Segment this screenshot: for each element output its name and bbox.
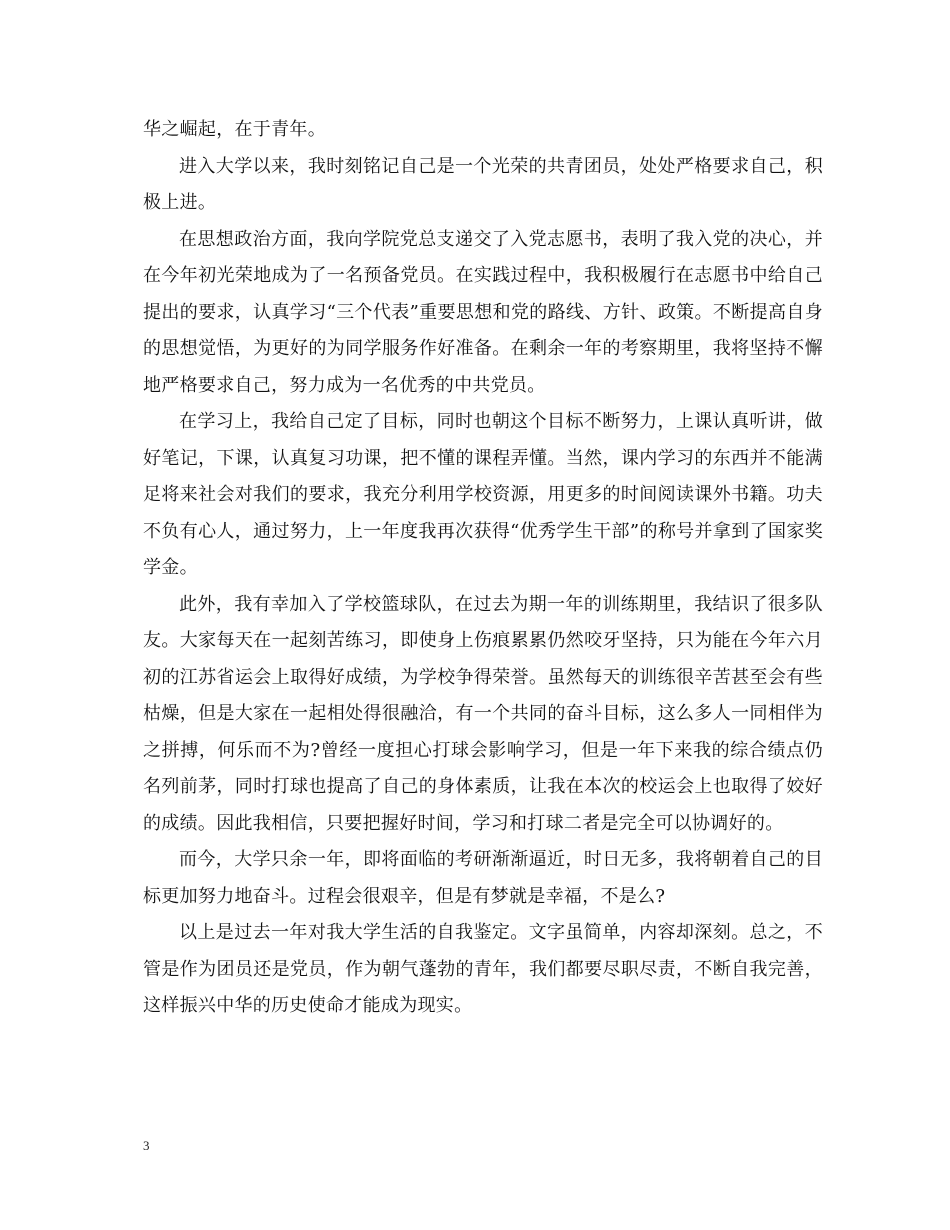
paragraph-7: 以上是过去一年对我大学生活的自我鉴定。文字虽简单，内容却深刻。总之，不管是作为团员还是党员，作为朝气蓬勃的青年，我们都要尽职尽责，不断自我完善，这样振兴中华的历史使命才能成为现实。 [143,922,823,1016]
paragraph-3: 在思想政治方面，我向学院党总支递交了入党志愿书，表明了我入党的决心，并在今年初光荣地成为了一名预备党员。在实践过程中，我积极履行在志愿书中给自己提出的要求，认真学习“三个代表”重要思想和党的路线、方针、政策。不断提高自身的思想觉悟，为更好的为同学服务作好准备。在剩余一年的考察期里，我将坚持不懈地严格要求自己，努力成为一名优秀的中共党员。 [143,228,823,396]
document-body [143,112,823,1025]
paragraph-4: 在学习上，我给自己定了目标，同时也朝这个目标不断努力，上课认真听讲，做好笔记，下课，认真复习功课，把不懂的课程弄懂。当然，课内学习的东西并不能满足将来社会对我们的要求，我充分利用学校资源，用更多的时间阅读课外书籍。功夫不负有心人，通过努力，上一年度我再次获得“优秀学生干部”的称号并拿到了国家奖学金。 [143,411,823,578]
page-number: 3 [143,1138,150,1153]
paragraph-2: 进入大学以来，我时刻铭记自己是一个光荣的共青团员，处处严格要求自己，积极上进。 [143,155,823,213]
paragraph-5: 此外，我有幸加入了学校篮球队，在过去为期一年的训练期里，我结识了很多队友。大家每天在一起刻苦练习，即使身上伤痕累累仍然咬牙坚持，只为能在今年六月初的江苏省运会上取得好成绩，为学校争得荣誉。虽然每天的训练很辛苦甚至会有些枯燥，但是大家在一起相处得很融洽，有一个共同的奋斗目标，这么多人一同相伴为之拼搏，何乐而不为?曾经一度担心打球会影响学习，但是一年下来我的综合绩点仍名列前茅，同时打球也提高了自己的身体素质，让我在本次的校运会上也取得了姣好的成绩。因此我相信，只要把握好时间，学习和打球二者是完全可以协调好的。 [143,593,823,834]
paragraph-6: 而今，大学只余一年，即将面临的考研渐渐逼近，时日无多，我将朝着自己的目标更加努力地奋斗。过程会很艰辛，但是有梦就是幸福，不是么? [143,849,823,907]
paragraph-1: 华之崛起，在于青年。 [143,119,326,140]
